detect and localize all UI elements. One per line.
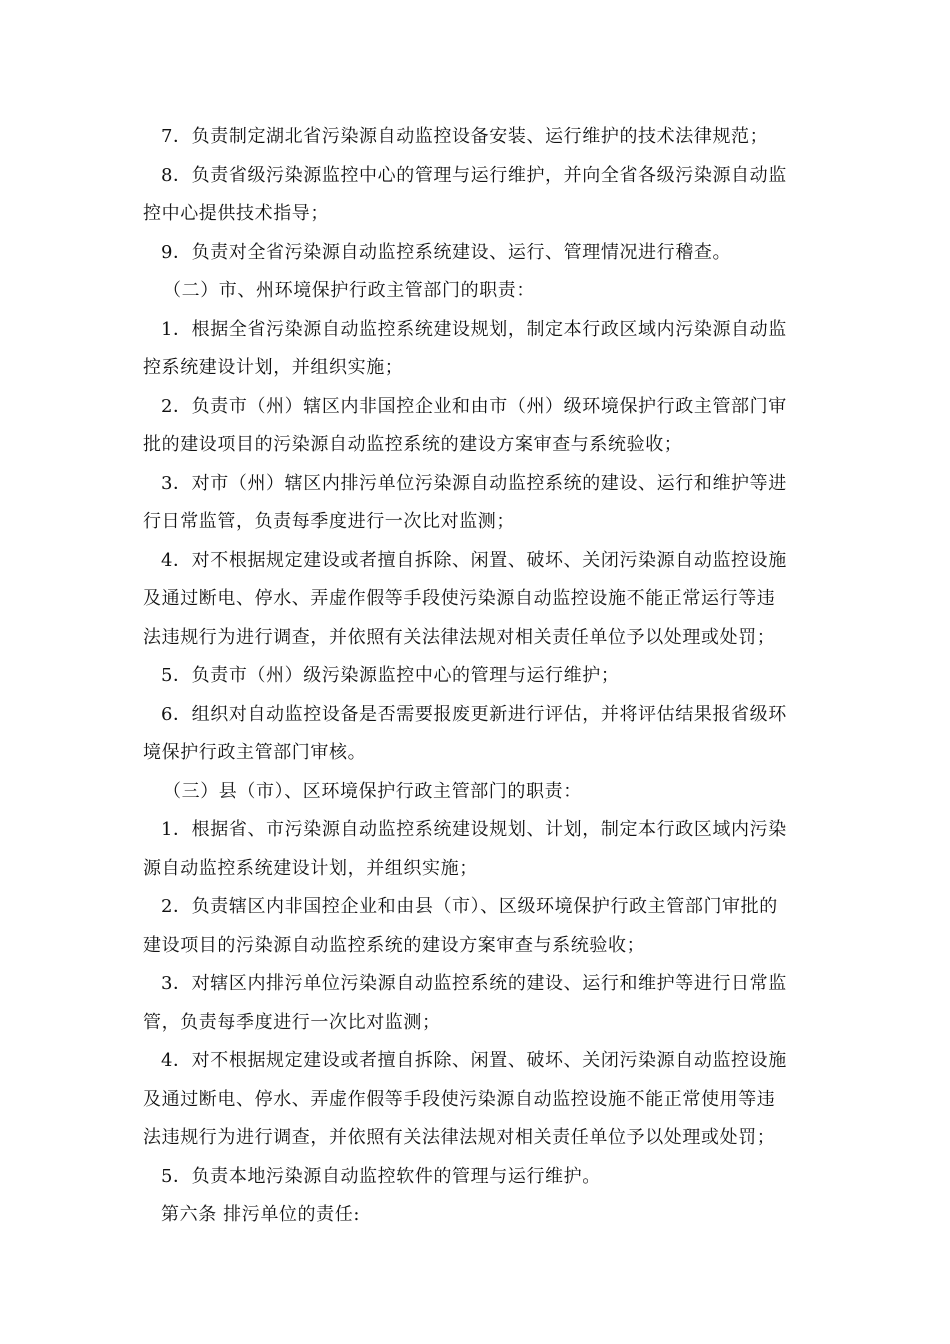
text-line: 及通过断电、停水、弄虚作假等手段使污染源自动监控设施不能正常运行等违 (143, 588, 776, 609)
text-line: 源自动监控系统建设计划，并组织实施； (143, 857, 478, 879)
text-line: 法违规行为进行调查，并依照有关法律法规对相关责任单位予以处理或处罚； (143, 1127, 776, 1148)
text-line: 1．根据全省污染源自动监控系统建设规划，制定本行政区域内污染源自动监 (161, 318, 787, 340)
section-heading: （三）县（市）、区环境保护行政主管部门的职责： (163, 780, 582, 802)
text-line: 行日常监管，负责每季度进行一次比对监测； (143, 511, 515, 532)
text-line: 境保护行政主管部门审核。 (143, 742, 367, 763)
text-line: 6．组织对自动监控设备是否需要报废更新进行评估，并将评估结果报省级环 (161, 703, 787, 725)
text-line: 3．对市（州）辖区内排污单位污染源自动监控系统的建设、运行和维护等进 (161, 472, 787, 494)
text-line: 控系统建设计划，并组织实施； (143, 357, 404, 378)
text-line: 批的建设项目的污染源自动监控系统的建设方案审查与系统验收； (143, 434, 683, 455)
text-line: 2．负责辖区内非国控企业和由县（市）、区级环境保护行政主管部门审批的 (161, 896, 778, 917)
text-line: 7．负责制定湖北省污染源自动监控设备安装、运行维护的技术法律规范； (161, 126, 769, 147)
text-line: 控中心提供技术指导； (143, 203, 329, 224)
text-line: 3．对辖区内排污单位污染源自动监控系统的建设、运行和维护等进行日常监 (161, 973, 787, 994)
text-line: 4．对不根据规定建设或者擅自拆除、闲置、破坏、关闭污染源自动监控设施 (161, 549, 787, 571)
text-line: 8．负责省级污染源监控中心的管理与运行维护，并向全省各级污染源自动监 (161, 164, 787, 186)
text-line: 4．对不根据规定建设或者擅自拆除、闲置、破坏、关闭污染源自动监控设施 (161, 1050, 787, 1071)
text-line: 管，负责每季度进行一次比对监测； (143, 1011, 441, 1033)
text-line: 1．根据省、市污染源自动监控系统建设规划、计划，制定本行政区域内污染 (161, 819, 787, 840)
section-heading: （二）市、州环境保护行政主管部门的职责： (163, 280, 535, 301)
document-body (143, 118, 808, 1235)
text-line: 9．负责对全省污染源自动监控系统建设、运行、管理情况进行稽查。 (161, 241, 732, 263)
text-line: 建设项目的污染源自动监控系统的建设方案审查与系统验收； (143, 934, 646, 956)
article-heading: 第六条 排污单位的责任: (161, 1204, 360, 1225)
text-line: 2．负责市（州）辖区内非国控企业和由市（州）级环境保护行政主管部门审 (161, 395, 787, 417)
text-line: 及通过断电、停水、弄虚作假等手段使污染源自动监控设施不能正常使用等违 (143, 1088, 776, 1110)
text-line: 法违规行为进行调查，并依照有关法律法规对相关责任单位予以处理或处罚； (143, 626, 776, 648)
text-line: 5．负责本地污染源自动监控软件的管理与运行维护。 (161, 1165, 601, 1187)
text-line: 5．负责市（州）级污染源监控中心的管理与运行维护； (161, 665, 620, 686)
